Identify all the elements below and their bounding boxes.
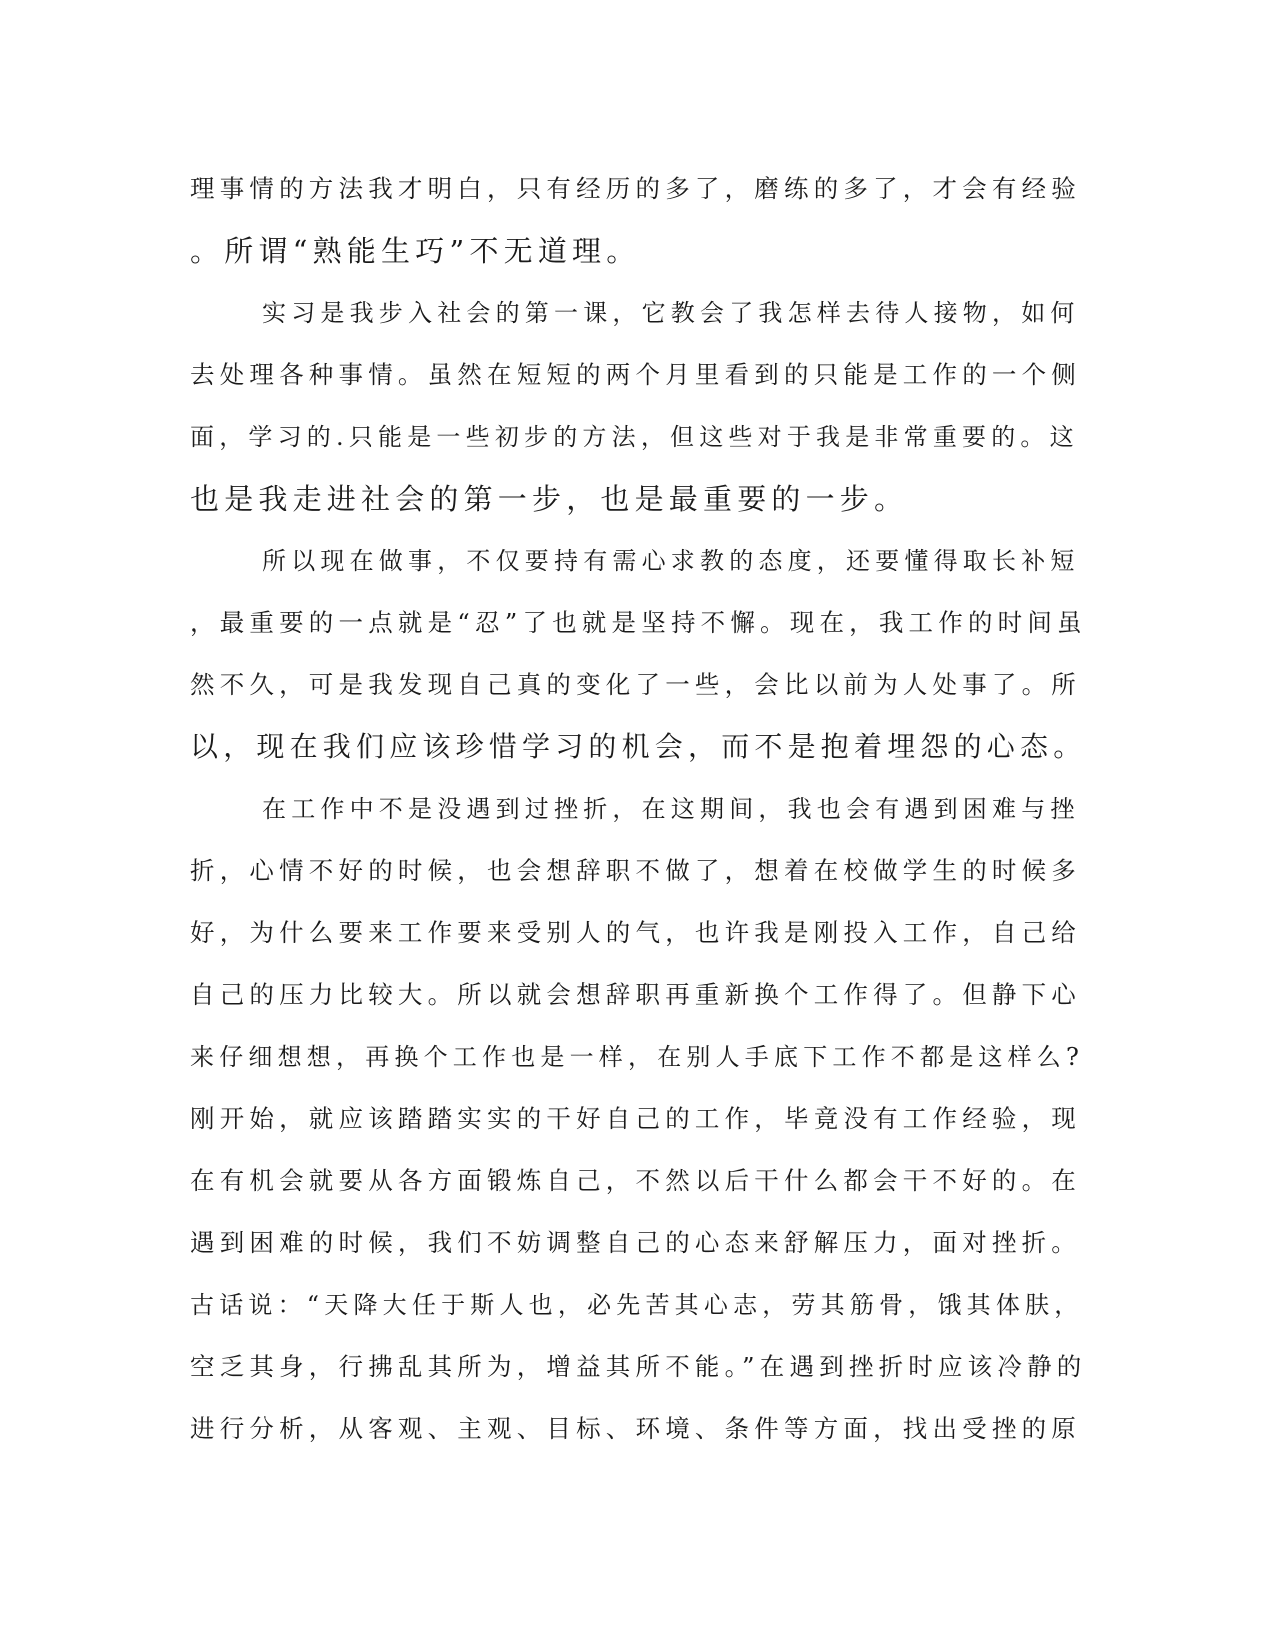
body-text bbox=[190, 158, 1090, 1460]
text-line-21: 进行分析，从客观、主观、目标、环境、条件等方面，找出受挫的原 bbox=[190, 1414, 1081, 1443]
text-line-20: 空乏其身，行拂乱其所为，增益其所不能。”在遇到挫折时应该冷静的 bbox=[190, 1352, 1087, 1381]
paragraph-start-line-11: 在工作中不是没遇到过挫折，在这期间，我也会有遇到困难与挫 bbox=[262, 795, 1080, 823]
text-line-19: 古话说：“天降大任于斯人也，必先苦其心志，劳其筋骨，饿其体肤， bbox=[190, 1291, 1084, 1319]
text-line-9: 然不久，可是我发现自己真的变化了一些，会比以前为人处事了。所 bbox=[190, 670, 1081, 699]
text-line-6: 也是我走进社会的第一步，也是最重要的一步。 bbox=[190, 482, 909, 516]
paragraph-start-line-3: 实习是我步入社会的第一课，它教会了我怎样去待人接物，如何 bbox=[262, 299, 1080, 327]
text-line-16: 刚开始，就应该踏踏实实的干好自己的工作，毕竟没有工作经验，现 bbox=[190, 1104, 1081, 1133]
text-line-18: 遇到困难的时候，我们不妨调整自己的心态来舒解压力，面对挫折。 bbox=[190, 1228, 1081, 1257]
text-line-2: 。所谓“熟能生巧”不无道理。 bbox=[190, 234, 641, 268]
text-line-13: 好，为什么要来工作要来受别人的气，也许我是刚投入工作，自己给 bbox=[190, 918, 1081, 947]
text-line-1: 理事情的方法我才明白，只有经历的多了，磨练的多了，才会有经验 bbox=[190, 174, 1081, 203]
text-line-17: 在有机会就要从各方面锻炼自己，不然以后干什么都会干不好的。在 bbox=[190, 1166, 1081, 1195]
text-line-4: 去处理各种事情。虽然在短短的两个月里看到的只能是工作的一个侧 bbox=[190, 360, 1081, 389]
text-line-15: 来仔细想想，再换个工作也是一样，在别人手底下工作不都是这样么? bbox=[190, 1043, 1085, 1071]
paragraph-start-line-7: 所以现在做事，不仅要持有需心求教的态度，还要懂得取长补短 bbox=[262, 547, 1080, 575]
text-line-12: 折，心情不好的时候，也会想辞职不做了，想着在校做学生的时候多 bbox=[190, 856, 1081, 885]
text-line-10: 以，现在我们应该珍惜学习的机会，而不是抱着埋怨的心态。 bbox=[190, 730, 1087, 763]
text-line-5: 面，学习的.只能是一些初步的方法，但这些对于我是非常重要的。这 bbox=[190, 423, 1079, 451]
text-line-14: 自己的压力比较大。所以就会想辞职再重新换个工作得了。但静下心 bbox=[190, 980, 1081, 1009]
text-line-8: ，最重要的一点就是“忍”了也就是坚持不懈。现在，我工作的时间虽 bbox=[190, 608, 1087, 637]
